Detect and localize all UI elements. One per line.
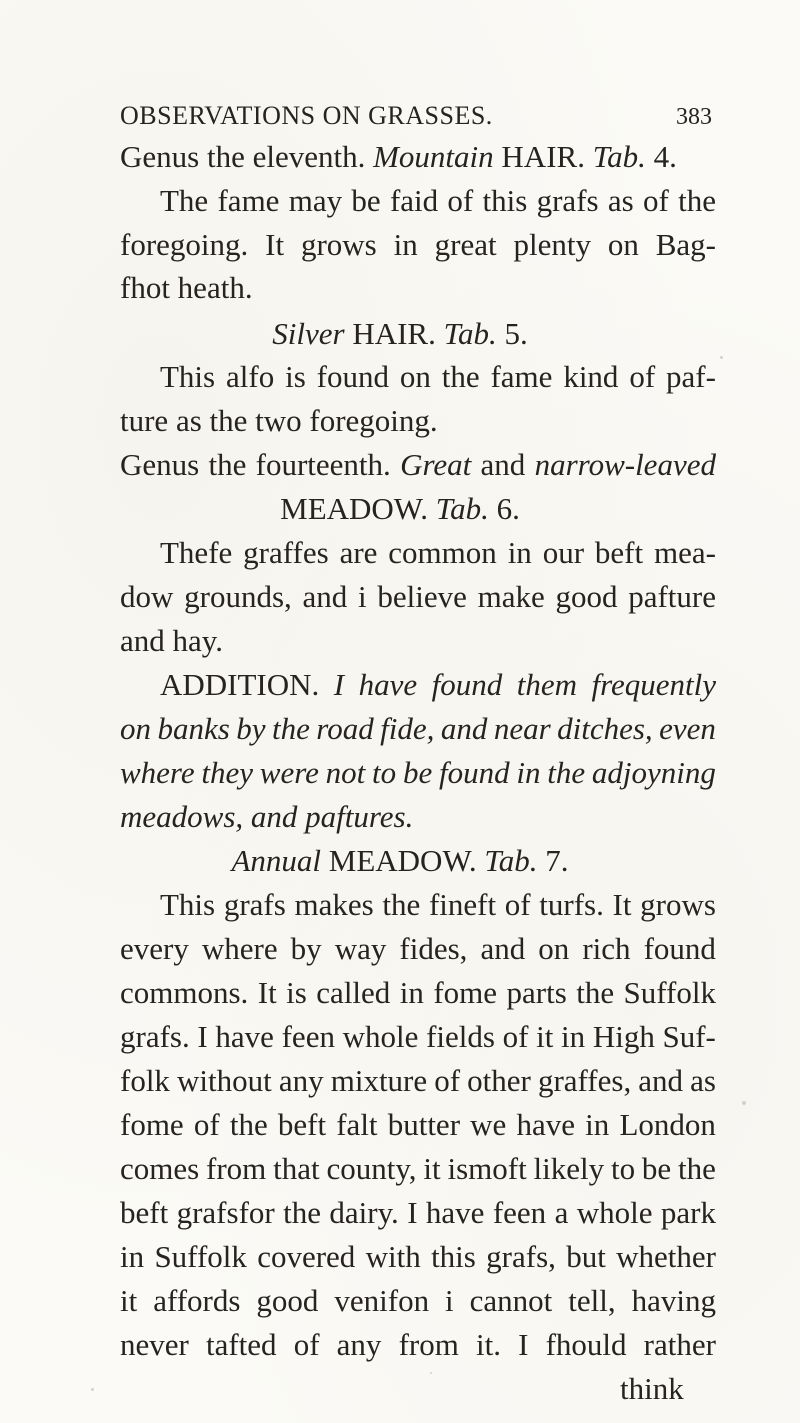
word: it: [423, 1151, 441, 1186]
text-line-26: [120, 1235, 716, 1279]
word: foregoing.: [120, 227, 249, 262]
word: It: [265, 227, 285, 262]
word: 6.: [496, 491, 520, 526]
word: on: [120, 711, 151, 746]
word: dow: [120, 579, 174, 614]
word: grounds,: [184, 579, 292, 614]
word: paftures.: [305, 799, 414, 834]
word: in: [507, 535, 532, 570]
word: on: [399, 359, 431, 394]
word: of: [193, 1107, 220, 1142]
word: beft: [594, 535, 644, 570]
word: it: [120, 1283, 138, 1318]
word: they: [201, 755, 254, 790]
word: Suffolk: [154, 1239, 247, 1274]
word: fields: [426, 1019, 495, 1054]
word: and: [480, 931, 526, 966]
word: parts: [506, 975, 567, 1010]
word: fhould: [545, 1327, 627, 1362]
word: in: [120, 1239, 145, 1274]
text-line-23: [120, 1103, 716, 1147]
text-line-9: [0, 487, 800, 531]
text-line-5: [0, 312, 800, 356]
word: Genus: [120, 447, 200, 482]
word: 5.: [504, 316, 528, 351]
word: county,: [326, 1151, 417, 1186]
word: graffes,: [537, 1063, 632, 1098]
word: fineft: [428, 887, 497, 922]
word: affords: [153, 1283, 241, 1318]
word: grafs: [536, 183, 599, 218]
word: It: [257, 975, 277, 1010]
word: eleventh.: [252, 139, 374, 174]
word: of: [629, 359, 656, 394]
word: grafs,: [486, 1239, 556, 1274]
word: to: [372, 755, 397, 790]
word: good: [555, 579, 618, 614]
word: fourteenth.: [255, 447, 391, 482]
word: HAIR.: [352, 316, 444, 351]
word: covered: [257, 1239, 356, 1274]
word: the: [678, 183, 716, 218]
word: feen: [492, 1195, 547, 1230]
word: in: [393, 227, 418, 262]
word: even: [659, 711, 716, 746]
word: of: [502, 1019, 529, 1054]
word: Bag-: [655, 227, 716, 262]
word: the: [208, 447, 247, 482]
word: paf-: [666, 359, 716, 394]
word: of: [293, 1327, 320, 1362]
word: graffes: [243, 535, 329, 570]
word: Great: [400, 447, 472, 482]
text-line-20: [120, 971, 716, 1015]
text-line-13: [160, 663, 716, 707]
text-line-10: [160, 531, 716, 575]
word: rich: [582, 931, 631, 966]
word: are: [339, 535, 378, 570]
text-line-25: [120, 1191, 716, 1235]
word: in: [561, 1019, 586, 1054]
word: i: [358, 579, 367, 614]
word: 7.: [545, 843, 569, 878]
word: cannot: [469, 1283, 553, 1318]
word: as: [690, 1063, 716, 1098]
word: London: [619, 1107, 716, 1142]
word: having: [631, 1283, 716, 1318]
word: ditches,: [557, 711, 653, 746]
word: I: [197, 1019, 208, 1054]
word: to: [610, 1151, 636, 1186]
word: rather: [643, 1327, 716, 1362]
word: Tab.: [443, 316, 505, 351]
paper-speck: [720, 356, 723, 359]
word: we: [470, 1107, 507, 1142]
text-line-27: [120, 1279, 716, 1323]
word: have: [358, 667, 418, 702]
text-line-1: [120, 135, 677, 179]
word: I: [518, 1327, 529, 1362]
word: folk: [120, 1063, 170, 1098]
word: adjoyning: [591, 755, 716, 790]
word: any: [336, 1327, 382, 1362]
word: the: [271, 711, 310, 746]
word: falt: [336, 1107, 378, 1142]
word: The: [160, 183, 209, 218]
word: feen: [281, 1019, 335, 1054]
word: tafted: [205, 1327, 277, 1362]
word: ADDITION.: [160, 667, 320, 702]
word: I: [333, 667, 345, 702]
word: near: [493, 711, 551, 746]
word: and: [638, 1063, 684, 1098]
text-line-6: [160, 355, 716, 399]
word: on: [538, 931, 570, 966]
word: MEADOW.: [280, 491, 436, 526]
word: Annual: [231, 843, 329, 878]
word: fome: [433, 975, 498, 1010]
word: from: [206, 1151, 267, 1186]
word: Tab.: [484, 843, 546, 878]
word: beft: [120, 1195, 169, 1230]
word: turfs.: [539, 887, 604, 922]
word: where: [201, 931, 278, 966]
word: from: [398, 1327, 459, 1362]
word: tell,: [568, 1283, 616, 1318]
word: great: [434, 227, 497, 262]
word: be: [351, 183, 381, 218]
word: it.: [475, 1327, 501, 1362]
word: found: [431, 667, 503, 702]
word: where: [120, 755, 195, 790]
text-line-28: [120, 1323, 716, 1367]
word: Suf-: [662, 1019, 716, 1054]
word: of: [434, 1063, 461, 1098]
word: banks: [157, 711, 230, 746]
word: found: [643, 931, 716, 966]
word: Tab.: [435, 491, 497, 526]
word: grafs.: [120, 1019, 190, 1054]
text-line-12: and hay.: [120, 623, 224, 658]
word: the: [229, 1107, 268, 1142]
word: never: [120, 1327, 189, 1362]
word: every: [120, 931, 189, 966]
word: may: [288, 183, 343, 218]
word: pafture: [628, 579, 716, 614]
word: of: [504, 887, 531, 922]
word: have: [425, 1195, 485, 1230]
text-line-2: [160, 179, 716, 223]
word: not: [325, 755, 366, 790]
word: be: [641, 1151, 672, 1186]
text-line-19: [120, 927, 716, 971]
text-line-7: ture as the two foregoing.: [120, 403, 438, 438]
word: and: [250, 799, 306, 834]
word: and: [302, 579, 348, 614]
word: by: [236, 711, 266, 746]
word: Tab.: [592, 139, 654, 174]
word: of: [642, 183, 669, 218]
word: but: [566, 1239, 606, 1274]
word: I: [407, 1195, 418, 1230]
word: the: [576, 975, 615, 1010]
word: narrow-leaved: [534, 447, 716, 482]
paper-speck: [430, 1372, 432, 1374]
word: in: [585, 1107, 610, 1142]
word: comes: [120, 1151, 200, 1186]
text-line-21: [120, 1015, 716, 1059]
word: i: [445, 1283, 454, 1318]
text-line-15: [120, 751, 716, 795]
word: makes: [294, 887, 374, 922]
word: any: [278, 1063, 324, 1098]
word: the: [206, 139, 253, 174]
word: beft: [277, 1107, 327, 1142]
word: a: [554, 1195, 569, 1230]
word: fides,: [399, 931, 468, 966]
word: and: [440, 711, 488, 746]
word: park: [660, 1195, 716, 1230]
word: without: [177, 1063, 272, 1098]
word: frequently: [591, 667, 716, 702]
word: of: [447, 183, 474, 218]
word: whether: [616, 1239, 716, 1274]
word: this: [482, 183, 528, 218]
word: it: [536, 1019, 554, 1054]
word: High: [592, 1019, 655, 1054]
word: 4.: [653, 139, 677, 174]
word: them: [516, 667, 577, 702]
word: mixture: [330, 1063, 428, 1098]
word: have: [215, 1019, 274, 1054]
word: HAIR.: [501, 139, 593, 174]
word: fome: [120, 1107, 184, 1142]
word: the: [678, 1151, 716, 1186]
word: grafs: [223, 887, 286, 922]
text-line-24: [120, 1147, 716, 1191]
word: on: [607, 227, 639, 262]
word: that: [273, 1151, 320, 1186]
word: as: [607, 183, 634, 218]
word: believe: [377, 579, 467, 614]
word: mea-: [654, 535, 716, 570]
running-title: OBSERVATIONS ON GRASSES.: [120, 101, 493, 130]
paper-speck: [91, 1388, 94, 1391]
word: fide,: [380, 711, 435, 746]
text-line-17: [0, 839, 800, 883]
word: in: [516, 755, 541, 790]
word: This: [160, 887, 216, 922]
word: found: [316, 359, 389, 394]
word: commons.: [120, 975, 249, 1010]
word: grows: [300, 227, 377, 262]
word: faid: [389, 183, 439, 218]
catchword: think: [620, 1371, 684, 1406]
word: this: [431, 1239, 476, 1274]
word: venifon: [334, 1283, 430, 1318]
word: alfo: [226, 359, 275, 394]
word: in: [399, 975, 424, 1010]
word: by: [290, 931, 322, 966]
text-line-11: [120, 575, 716, 619]
text-line-4: fhot heath.: [120, 270, 253, 305]
word: ismoft: [447, 1151, 527, 1186]
word: whole: [342, 1019, 419, 1054]
word: the: [382, 887, 421, 922]
word: whole: [576, 1195, 653, 1230]
word: plenty: [513, 227, 591, 262]
text-line-22: [120, 1059, 716, 1103]
word: grafsfor: [176, 1195, 275, 1230]
word: found: [438, 755, 510, 790]
word: other: [467, 1063, 531, 1098]
word: Thefe: [160, 535, 233, 570]
word: It: [612, 887, 632, 922]
word: MEADOW.: [328, 843, 485, 878]
word: likely: [533, 1151, 605, 1186]
word: grows: [640, 887, 716, 922]
word: way: [334, 931, 387, 966]
word: our: [542, 535, 585, 570]
word: called: [316, 975, 391, 1010]
word: good: [256, 1283, 319, 1318]
word: and: [480, 447, 526, 482]
word: Mountain: [373, 139, 502, 174]
text-line-16: [120, 795, 413, 839]
text-line-14: [120, 707, 716, 751]
word: be: [402, 755, 433, 790]
word: have: [516, 1107, 576, 1142]
text-line-18: [160, 883, 716, 927]
page-number: 383: [676, 104, 712, 130]
word: Suffolk: [623, 975, 716, 1010]
paper-speck: [742, 1101, 746, 1105]
word: the: [441, 359, 480, 394]
word: This: [160, 359, 216, 394]
word: fame: [217, 183, 280, 218]
word: meadows,: [120, 799, 251, 834]
word: common: [388, 535, 497, 570]
word: the: [547, 755, 586, 790]
word: make: [477, 579, 545, 614]
word: were: [259, 755, 319, 790]
word: the: [283, 1195, 321, 1230]
word: Silver: [272, 316, 353, 351]
word: is: [285, 359, 306, 394]
word: road: [316, 711, 374, 746]
text-line-8: [120, 443, 716, 487]
text-line-3: [120, 223, 716, 267]
word: kind: [563, 359, 619, 394]
word: Genus: [120, 139, 207, 174]
word: fame: [490, 359, 553, 394]
word: dairy.: [329, 1195, 399, 1230]
word: butter: [387, 1107, 461, 1142]
word: is: [286, 975, 307, 1010]
word: with: [365, 1239, 421, 1274]
